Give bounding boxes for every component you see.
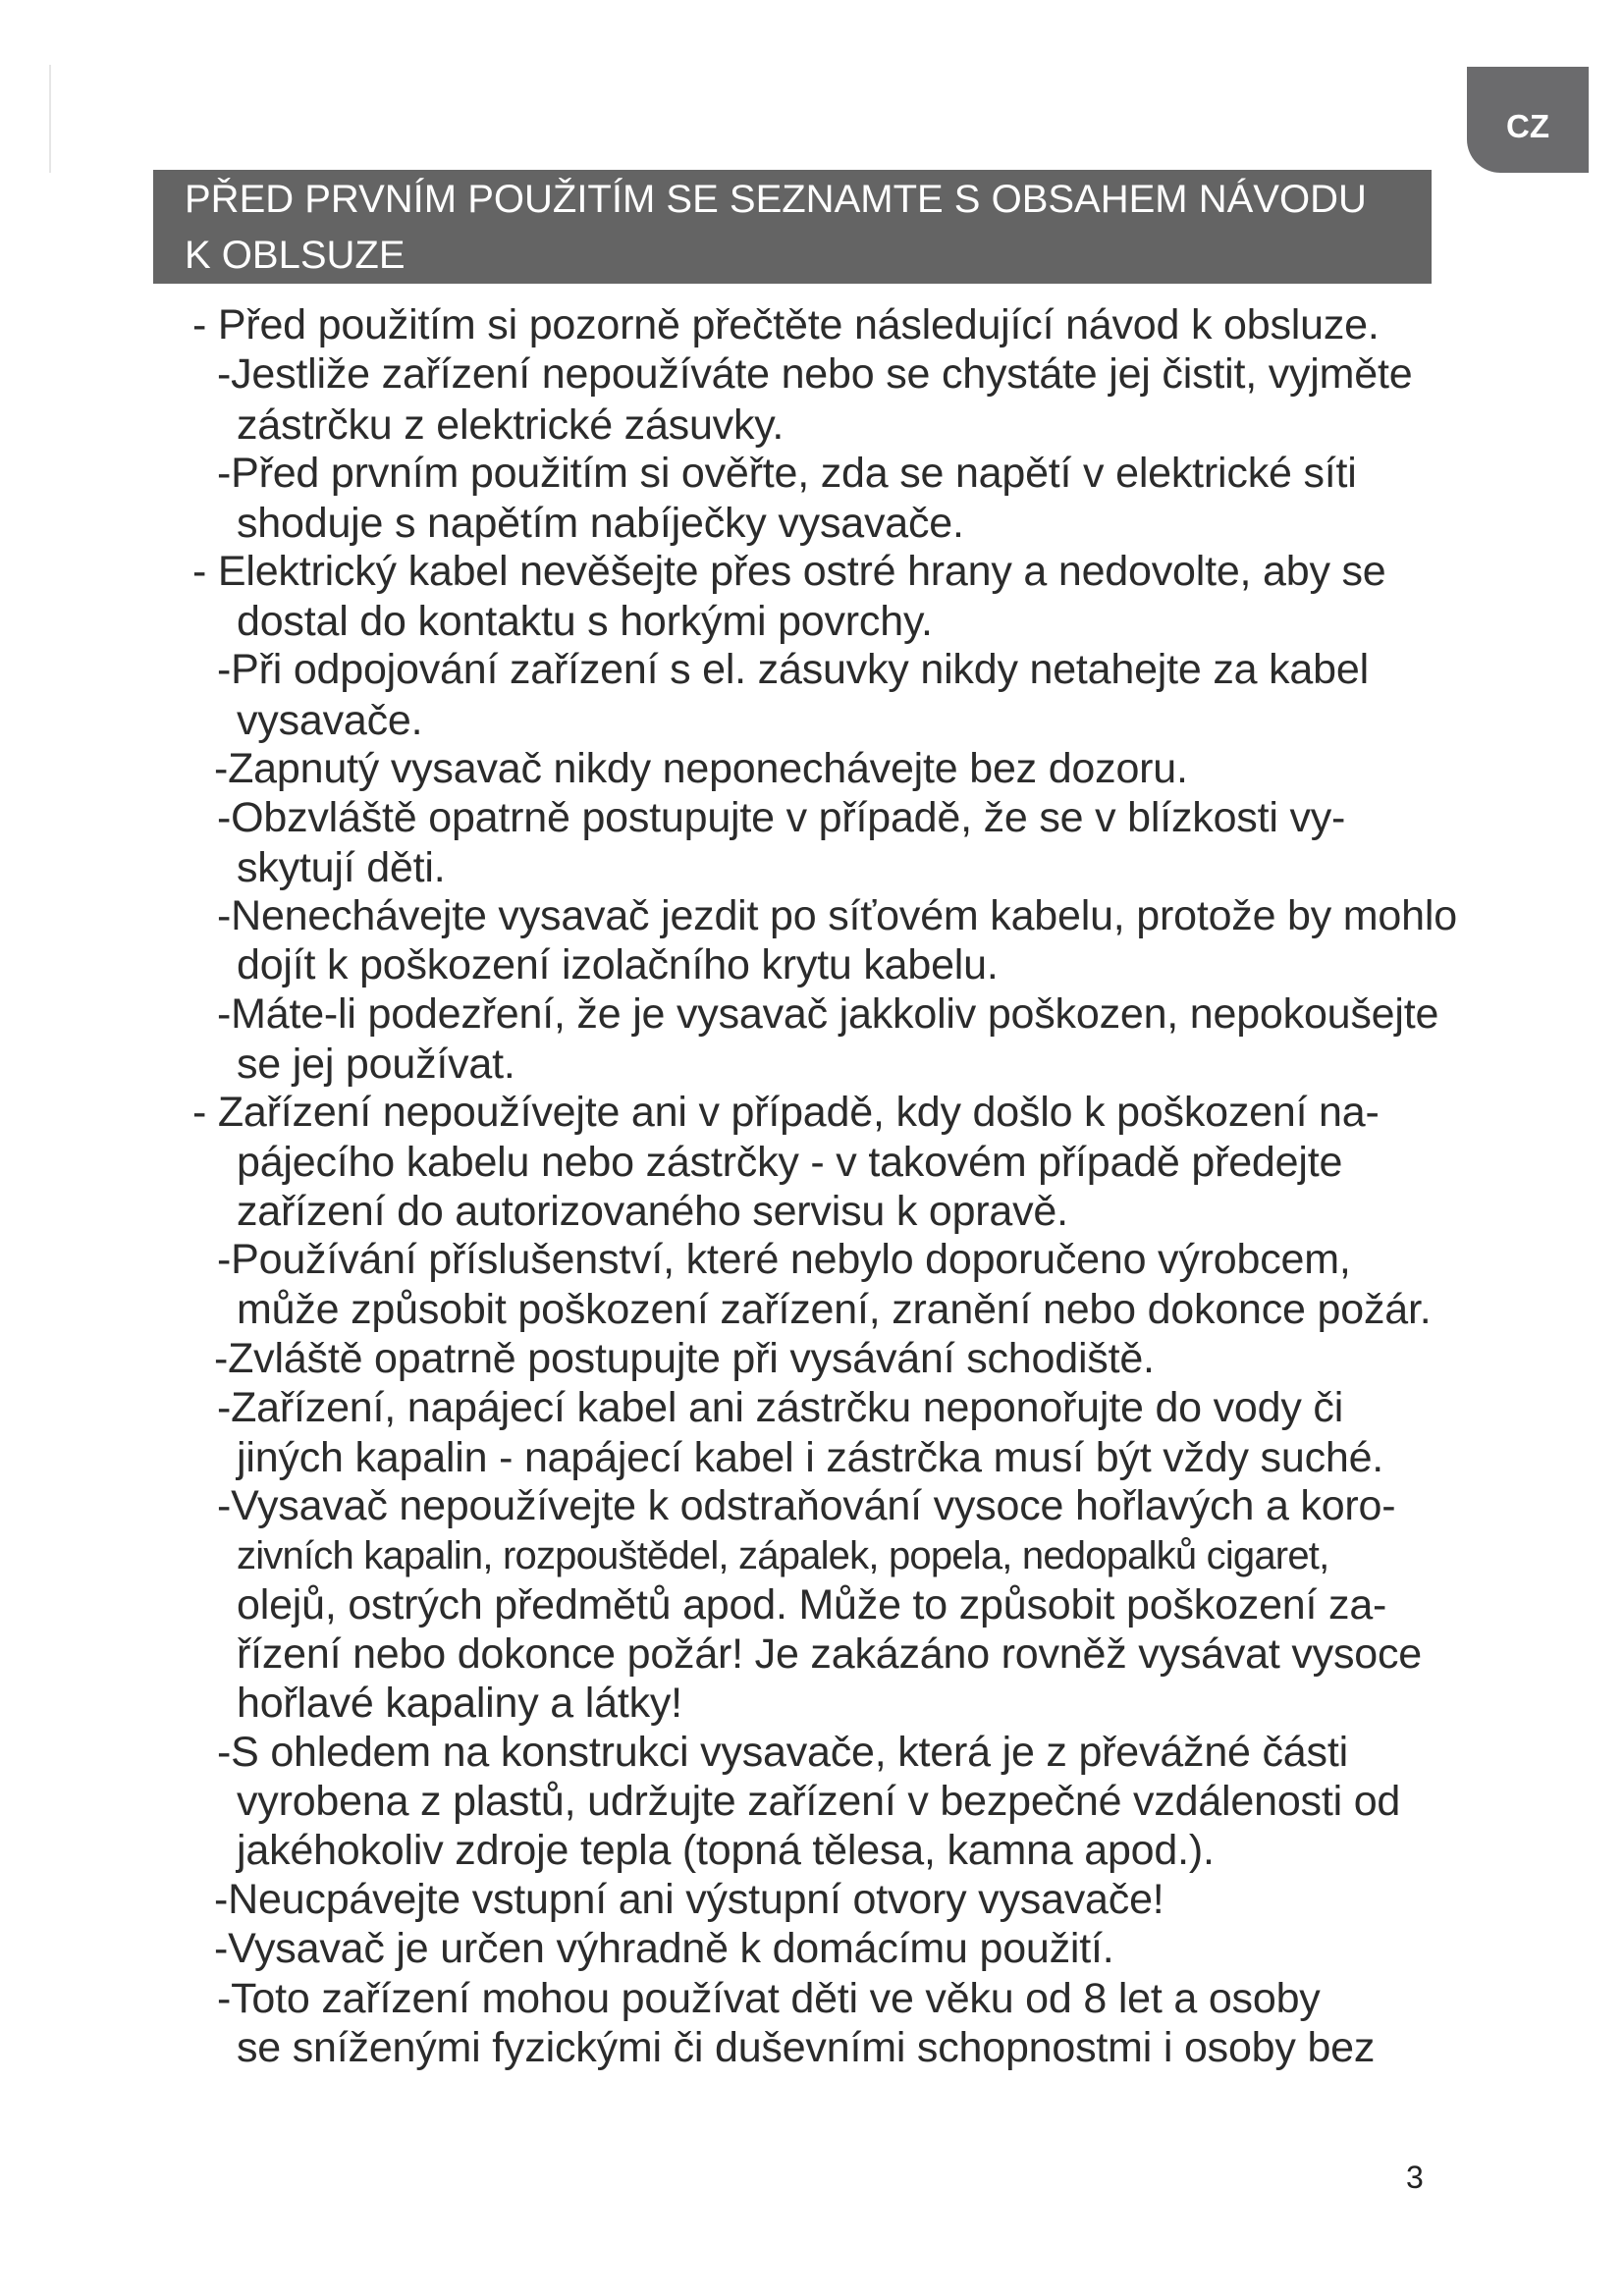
text-line: -Zvláště opatrně postupujte při vysávání schodiště. <box>214 1335 1155 1382</box>
text-line: -Zapnutý vysavač nikdy neponechávejte bez dozoru. <box>214 745 1188 792</box>
text-line: - Zařízení nepoužívejte ani v případě, kdy došlo k poškození na- <box>192 1089 1380 1136</box>
text-line: skytují děti. <box>237 844 446 891</box>
text-line: se jej používat. <box>237 1041 515 1088</box>
text-line: - Před použitím si pozorně přečtěte následující návod k obsluze. <box>192 301 1380 348</box>
text-line: zástrčku z elektrické zásuvky. <box>237 401 785 449</box>
text-line: -Neucpávejte vstupní ani výstupní otvory vysavače! <box>214 1876 1164 1923</box>
text-line: jiných kapalin - napájecí kabel i zástrčka musí být vždy suché. <box>237 1434 1384 1481</box>
heading-line-1: PŘED PRVNÍM POUŽITÍM SE SEZNAMTE S OBSAHEM NÁVODU <box>185 178 1367 221</box>
text-line: vysavače. <box>237 697 423 744</box>
text-line: dostal do kontaktu s horkými povrchy. <box>237 598 933 645</box>
text-line: -Před prvním použitím si ověřte, zda se napětí v elektrické síti <box>217 450 1357 497</box>
text-line: hořlavé kapaliny a látky! <box>237 1680 682 1727</box>
text-line: -Nenechávejte vysavač jezdit po síťovém kabelu, protože by mohlo <box>217 892 1457 939</box>
text-line: pájecího kabelu nebo zástrčky - v takovém případě předejte <box>237 1139 1343 1186</box>
text-line: -Při odpojování zařízení s el. zásuvky nikdy netahejte za kabel <box>217 646 1369 693</box>
text-line: olejů, ostrých předmětů apod. Může to způsobit poškození za- <box>237 1581 1387 1629</box>
text-line: -S ohledem na konstrukci vysavače, která je z převážné části <box>217 1729 1348 1776</box>
text-line: jakéhokoliv zdroje tepla (topná tělesa, kamna apod.). <box>237 1827 1215 1874</box>
text-line: může způsobit poškození zařízení, zranění nebo dokonce požár. <box>237 1286 1432 1333</box>
text-line: zařízení do autorizovaného servisu k opravě. <box>237 1188 1068 1235</box>
text-line: shoduje s napětím nabíječky vysavače. <box>237 500 964 547</box>
text-line: - Elektrický kabel nevěšejte přes ostré hrany a nedovolte, aby se <box>192 548 1386 595</box>
text-line: zivních kapalin, rozpouštědel, zápalek, popela, nedopalků cigaret, <box>237 1534 1329 1577</box>
text-line: dojít k poškození izolačního krytu kabelu. <box>237 941 999 988</box>
text-line: -Obzvláště opatrně postupujte v případě, že se v blízkosti vy- <box>217 794 1346 841</box>
language-tab-label: CZ <box>1506 108 1549 144</box>
page-number: 3 <box>1406 2160 1424 2195</box>
text-line: -Jestliže zařízení nepoužíváte nebo se chystáte jej čistit, vyjměte <box>217 350 1413 398</box>
text-line: -Vysavač nepoužívejte k odstraňování vysoce hořlavých a koro- <box>217 1482 1396 1529</box>
text-line: se sníženými fyzickými či duševními schopnostmi i osoby bez <box>237 2024 1376 2071</box>
text-line: -Vysavač je určen výhradně k domácímu použití. <box>214 1925 1114 1972</box>
heading-line-2: K OBLSUZE <box>185 234 406 277</box>
text-line: -Máte-li podezření, že je vysavač jakkoliv poškozen, nepokoušejte <box>217 990 1439 1038</box>
text-line: -Používání příslušenství, které nebylo doporučeno výrobcem, <box>217 1236 1351 1283</box>
text-line: -Zařízení, napájecí kabel ani zástrčku neponořujte do vody či <box>217 1384 1344 1431</box>
text-line: řízení nebo dokonce požár! Je zakázáno rovněž vysávat vysoce <box>237 1630 1423 1678</box>
text-line: -Toto zařízení mohou používat děti ve věku od 8 let a osoby <box>217 1975 1321 2022</box>
text-line: vyrobena z plastů, udržujte zařízení v bezpečné vzdálenosti od <box>237 1778 1401 1825</box>
